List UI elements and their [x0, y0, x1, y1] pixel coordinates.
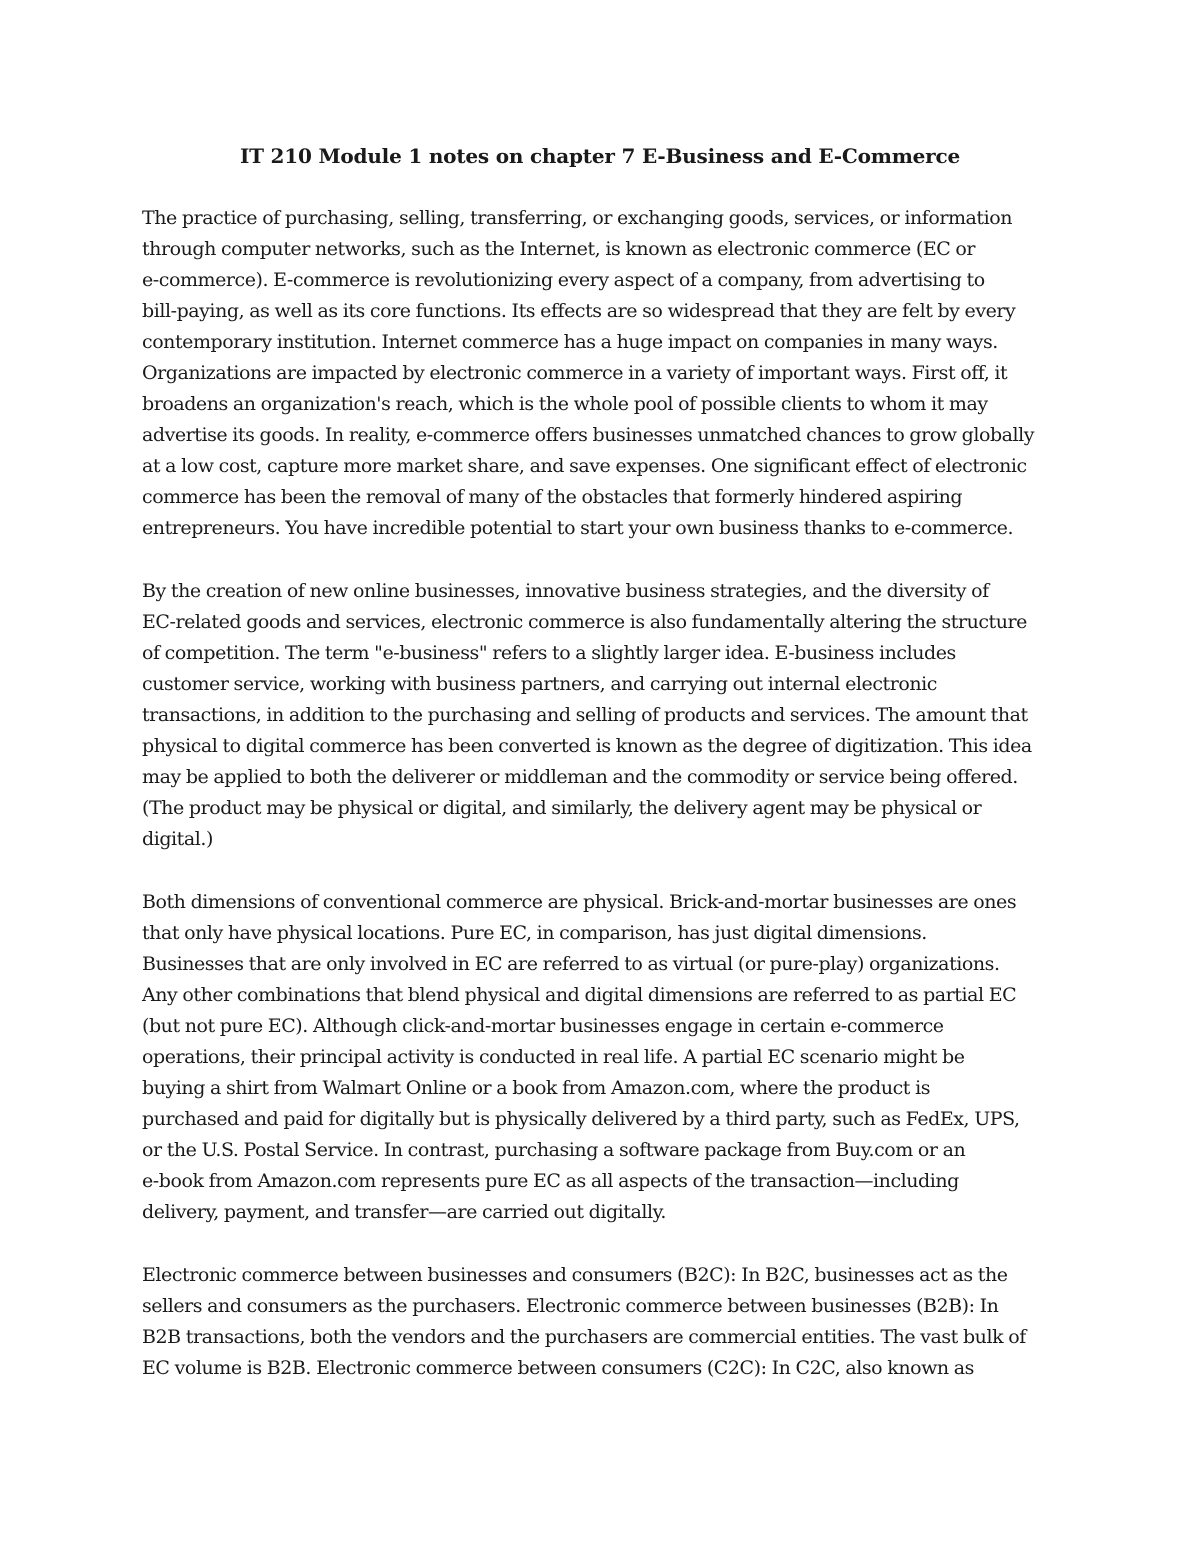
text-line: transactions, in addition to the purchasing and selling of products and services. The amount that	[142, 704, 1028, 726]
paragraph	[142, 576, 1067, 855]
text-line: (but not pure EC). Although click-and-mortar businesses engage in certain e-commerce	[142, 1015, 944, 1037]
text-line: at a low cost, capture more market share, and save expenses. One significant effect of electronic	[142, 455, 1027, 477]
text-line: buying a shirt from Walmart Online or a book from Amazon.com, where the product is	[142, 1077, 931, 1099]
text-line: of competition. The term "e-business" refers to a slightly larger idea. E-business includes	[142, 642, 956, 664]
text-line: The practice of purchasing, selling, transferring, or exchanging goods, services, or information	[142, 207, 1013, 229]
text-line: broadens an organization's reach, which is the whole pool of possible clients to whom it may	[142, 393, 988, 415]
text-line: bill-paying, as well as its core functions. Its effects are so widespread that they are felt by every	[142, 300, 1016, 322]
text-line: digital.)	[142, 828, 213, 850]
text-line: e-commerce). E-commerce is revolutionizing every aspect of a company, from advertising to	[142, 269, 985, 291]
text-line: sellers and consumers as the purchasers. Electronic commerce between businesses (B2B): In	[142, 1295, 999, 1317]
text-line: e-book from Amazon.com represents pure EC as all aspects of the transaction—including	[142, 1170, 959, 1192]
text-line: Businesses that are only involved in EC are referred to as virtual (or pure-play) organizations.	[142, 953, 1000, 975]
text-line: Both dimensions of conventional commerce are physical. Brick-and-mortar businesses are ones	[142, 891, 1017, 913]
text-line: Electronic commerce between businesses and consumers (B2C): In B2C, businesses act as the	[142, 1264, 1008, 1286]
text-line: operations, their principal activity is conducted in real life. A partial EC scenario might be	[142, 1046, 965, 1068]
text-line: that only have physical locations. Pure EC, in comparison, has just digital dimensions.	[142, 922, 927, 944]
text-line: customer service, working with business partners, and carrying out internal electronic	[142, 673, 937, 695]
text-line: entrepreneurs. You have incredible potential to start your own business thanks to e-commerce.	[142, 517, 1014, 539]
text-line: By the creation of new online businesses, innovative business strategies, and the diversity of	[142, 580, 989, 602]
text-line: purchased and paid for digitally but is physically delivered by a third party, such as FedEx, UPS,	[142, 1108, 1020, 1130]
text-line: EC volume is B2B. Electronic commerce between consumers (C2C): In C2C, also known as	[142, 1357, 974, 1379]
text-line: B2B transactions, both the vendors and the purchasers are commercial entities. The vast bulk of	[142, 1326, 1026, 1348]
paragraph	[142, 1260, 1067, 1384]
text-line: (The product may be physical or digital, and similarly, the delivery agent may be physical or	[142, 797, 982, 819]
text-line: or the U.S. Postal Service. In contrast, purchasing a software package from Buy.com or an	[142, 1139, 966, 1161]
text-line: Organizations are impacted by electronic commerce in a variety of important ways. First off, it	[142, 362, 1008, 384]
text-line: contemporary institution. Internet commerce has a huge impact on companies in many ways.	[142, 331, 998, 353]
text-line: may be applied to both the deliverer or middleman and the commodity or service being offered.	[142, 766, 1018, 788]
paragraph	[142, 203, 1067, 544]
text-line: commerce has been the removal of many of the obstacles that formerly hindered aspiring	[142, 486, 963, 508]
text-line: delivery, payment, and transfer—are carried out digitally.	[142, 1201, 666, 1223]
text-line: EC-related goods and services, electronic commerce is also fundamentally altering the structure	[142, 611, 1027, 633]
text-line: advertise its goods. In reality, e-commerce offers businesses unmatched chances to grow globally	[142, 424, 1035, 446]
text-line: through computer networks, such as the Internet, is known as electronic commerce (EC or	[142, 238, 976, 260]
text-line: Any other combinations that blend physical and digital dimensions are referred to as partial EC	[142, 984, 1017, 1006]
paragraph	[142, 887, 1067, 1228]
document-title: IT 210 Module 1 notes on chapter 7 E-Business and E-Commerce	[239, 144, 961, 168]
text-line: physical to digital commerce has been converted is known as the degree of digitization. This idea	[142, 735, 1032, 757]
